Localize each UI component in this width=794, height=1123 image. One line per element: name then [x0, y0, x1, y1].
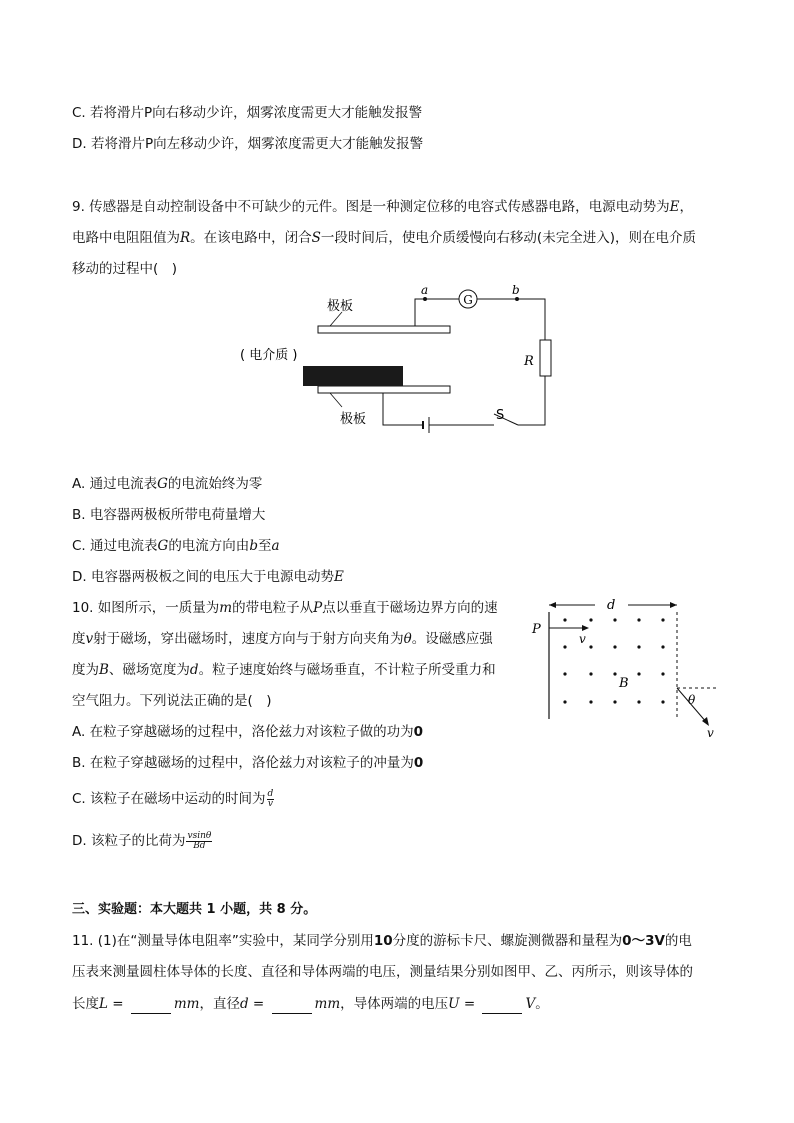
q9-option-c: C. 通过电流表G的电流方向由b至a	[72, 538, 280, 554]
bottom-plate	[318, 386, 450, 393]
resistor-r	[540, 340, 551, 376]
q10-magnetic-field-figure	[525, 592, 730, 742]
q10-option-d: D. 该粒子的比荷为 $\frac{vsin\theta}{Bd}$	[72, 830, 212, 851]
q10-stem-line3: 度为B、磁场宽度为d。粒子速度始终与磁场垂直，不计粒子所受重力和	[72, 662, 496, 678]
wire-right	[518, 376, 545, 425]
q9-option-b: B. 电容器两极板所带电荷量增大	[72, 507, 266, 523]
fraction-charge-mass: $\frac{vsin\theta}{Bd}$	[187, 830, 212, 851]
label-r: R	[524, 354, 534, 369]
q9-stem-line3: 移动的过程中( )	[72, 261, 178, 277]
q9-stem-line1: 9. 传感器是自动控制设备中不可缺少的元件。图是一种测定位移的电容式传感器电路，电源电动势为E，	[72, 199, 694, 215]
wire-top-right	[477, 299, 545, 340]
wire-top	[415, 299, 459, 326]
q9-capacitor-circuit-figure	[230, 280, 570, 440]
q10-stem-line1: 10. 如图所示，一质量为m的带电粒子从P点以垂直于磁场边界方向的速	[72, 600, 498, 616]
label-p: P	[532, 622, 541, 637]
q11-line1: 11. (1)在“测量导体电阻率”实验中，某同学分别用10分度的游标卡尺、螺旋测微器和量程为0～3V的电	[72, 933, 692, 949]
q8-option-c: C. 若将滑片P向右移动少许，烟雾浓度需更大才能触发报警	[72, 105, 423, 121]
fraction-d-over-v: $\frac{d}{v}$	[267, 788, 274, 809]
leader-top-plate	[330, 312, 342, 326]
label-b-field: B	[619, 676, 629, 691]
q9-stem-line2: 电路中电阻阻值为R。在该电路中，闭合S一段时间后，使电介质缓慢向右移动(未完全进入)，则在电介质	[72, 230, 696, 246]
top-plate	[318, 326, 450, 333]
q8-option-d: D. 若将滑片P向左移动少许，烟雾浓度需更大才能触发报警	[72, 136, 424, 152]
q11-line2: 压表来测量圆柱体导体的长度、直径和导体两端的电压，测量结果分别如图甲、乙、丙所示，则该导体的	[72, 964, 693, 980]
label-theta: θ	[688, 693, 696, 707]
label-b: b	[512, 283, 520, 297]
q10-option-c: C. 该粒子在磁场中运动的时间为 $\frac{d}{v}$	[72, 788, 274, 809]
label-v-in: v	[579, 632, 586, 646]
label-bottom-plate: 极板	[340, 412, 367, 427]
label-top-plate: 极板	[327, 299, 354, 314]
section-3-title: 三、实验题：本大题共 1 小题，共 8 分。	[72, 902, 317, 917]
answer-blank-diameter[interactable]	[272, 999, 312, 1014]
label-v-out: v	[707, 726, 714, 740]
answer-blank-length[interactable]	[131, 999, 171, 1014]
q10-stem-line4: 空气阻力。下列说法正确的是( )	[72, 693, 272, 709]
node-b	[515, 297, 519, 301]
q9-option-d: D. 电容器两极板之间的电压大于电源电动势E	[72, 569, 344, 585]
wire-bottom-left	[383, 393, 423, 425]
galvanometer-label: G	[463, 293, 473, 307]
answer-blank-voltage[interactable]	[482, 999, 522, 1014]
label-d: d	[607, 598, 616, 613]
q11-line3: 长度L = mm，直径d = mm，导体两端的电压U = V。	[72, 996, 549, 1012]
leader-bottom-plate	[330, 393, 342, 407]
q9-option-a: A. 通过电流表G的电流始终为零	[72, 476, 263, 492]
q10-option-a: A. 在粒子穿越磁场的过程中，洛伦兹力对该粒子做的功为0	[72, 724, 423, 740]
dielectric-slab	[303, 366, 403, 386]
label-dielectric: ( 电介质 )	[240, 348, 298, 363]
node-a	[423, 297, 427, 301]
q10-option-b: B. 在粒子穿越磁场的过程中，洛伦兹力对该粒子的冲量为0	[72, 755, 424, 771]
label-s: S	[496, 408, 505, 423]
q10-stem-line2: 度v射于磁场，穿出磁场时，速度方向与于射方向夹角为θ。设磁感应强	[72, 631, 493, 647]
label-a: a	[421, 283, 429, 297]
